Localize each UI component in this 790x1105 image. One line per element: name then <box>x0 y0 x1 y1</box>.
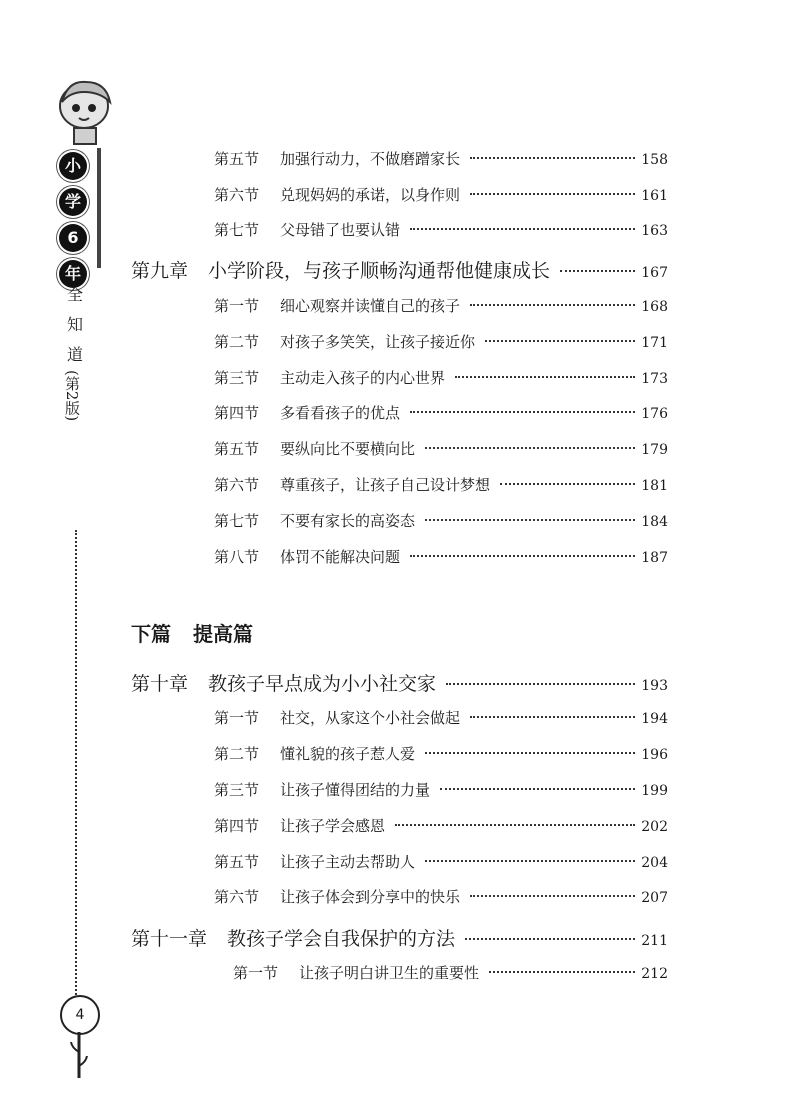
section-page: 199 <box>641 783 668 799</box>
section-title: 兑现妈妈的承诺，以身作则 <box>280 186 461 204</box>
toc-section-row[interactable] <box>214 779 668 800</box>
dot-leader <box>470 193 635 195</box>
toc-section-row[interactable] <box>214 331 668 352</box>
dot-leader <box>489 971 635 973</box>
dot-leader <box>470 895 635 897</box>
part-label: 下篇 <box>131 622 171 646</box>
section-title: 父母错了也要认错 <box>280 221 401 239</box>
toc-section-row[interactable] <box>214 295 668 316</box>
vertical-title <box>62 280 88 421</box>
section-page: 163 <box>641 223 668 239</box>
toc-section-row[interactable] <box>214 815 668 836</box>
dot-leader <box>410 555 635 557</box>
toc-section-row[interactable] <box>214 851 668 872</box>
section-page: 187 <box>641 550 668 566</box>
section-title: 懂礼貌的孩子惹人爱 <box>280 745 416 763</box>
grade-badge: 小 <box>59 152 87 180</box>
section-title: 尊重孩子，让孩子自己设计梦想 <box>280 476 491 494</box>
section-page: 204 <box>641 855 668 871</box>
dot-leader <box>470 716 635 718</box>
toc-chapter-row[interactable] <box>131 924 668 951</box>
grade-badge: 年 <box>59 260 87 288</box>
section-page: 212 <box>641 966 668 982</box>
section-label: 第四节 <box>214 817 260 835</box>
chapter-label: 第九章 <box>131 260 189 282</box>
section-label: 第二节 <box>214 333 260 351</box>
section-page: 173 <box>641 371 668 387</box>
section-title: 让孩子学会感恩 <box>280 817 386 835</box>
toc-section-row[interactable] <box>233 962 668 983</box>
section-page: 196 <box>641 747 668 763</box>
toc-section-row[interactable] <box>214 184 668 205</box>
toc-chapter-row[interactable] <box>131 256 668 283</box>
section-page: 181 <box>641 478 668 494</box>
dot-leader <box>465 938 635 940</box>
section-title: 让孩子懂得团结的力量 <box>280 781 431 799</box>
chapter-label: 第十章 <box>131 673 189 695</box>
section-label: 第三节 <box>214 781 260 799</box>
dot-leader <box>446 683 635 685</box>
part-heading <box>131 618 253 647</box>
section-label: 第八节 <box>214 548 260 566</box>
dot-leader <box>395 824 635 826</box>
section-title: 加强行动力，不做磨蹭家长 <box>280 150 461 168</box>
section-label: 第五节 <box>214 440 260 458</box>
chapter-page: 193 <box>641 678 668 694</box>
section-page: 161 <box>641 188 668 204</box>
dot-leader <box>425 752 635 754</box>
dot-leader <box>500 483 635 485</box>
section-label: 第七节 <box>214 512 260 530</box>
section-label: 第二节 <box>214 745 260 763</box>
section-title: 要纵向比不要横向比 <box>280 440 416 458</box>
toc-section-row[interactable] <box>214 474 668 495</box>
section-page: 194 <box>641 711 668 727</box>
chapter-label: 第十一章 <box>131 928 208 950</box>
dot-leader <box>410 411 635 413</box>
page-number: 4 <box>60 995 100 1035</box>
vine-stem-icon <box>70 1032 88 1082</box>
vertical-title-char: 全 <box>66 285 83 304</box>
vertical-title-edition: (第2版) <box>63 370 81 422</box>
toc-section-row[interactable] <box>214 546 668 567</box>
chapter-page: 211 <box>641 933 668 949</box>
section-label: 第四节 <box>214 404 260 422</box>
dot-leader <box>470 304 635 306</box>
vertical-title-char: 道 <box>66 345 83 364</box>
toc-section-row[interactable] <box>214 148 668 169</box>
section-title: 多看看孩子的优点 <box>280 404 401 422</box>
dot-leader <box>425 447 635 449</box>
section-label: 第三节 <box>214 369 260 387</box>
toc-chapter-row[interactable] <box>131 669 668 696</box>
toc-section-row[interactable] <box>214 219 668 240</box>
vertical-title-char: 知 <box>66 315 83 334</box>
section-label: 第七节 <box>214 221 260 239</box>
chapter-page: 167 <box>641 265 668 281</box>
section-label: 第一节 <box>214 709 260 727</box>
section-title: 体罚不能解决问题 <box>280 548 401 566</box>
section-label: 第六节 <box>214 888 260 906</box>
section-label: 第一节 <box>233 964 279 982</box>
grade-badge: 学 <box>59 188 87 216</box>
section-label: 第六节 <box>214 186 260 204</box>
section-page: 179 <box>641 442 668 458</box>
dot-leader <box>440 788 635 790</box>
dot-leader <box>470 157 635 159</box>
chapter-title: 教孩子早点成为小小社交家 <box>208 673 437 695</box>
toc-section-row[interactable] <box>214 402 668 423</box>
toc-section-row[interactable] <box>214 438 668 459</box>
section-title: 社交，从家这个小社会做起 <box>280 709 461 727</box>
section-title: 主动走入孩子的内心世界 <box>280 369 446 387</box>
section-label: 第一节 <box>214 297 260 315</box>
section-page: 176 <box>641 406 668 422</box>
section-title: 让孩子明白讲卫生的重要性 <box>299 964 480 982</box>
dot-leader <box>455 376 635 378</box>
dot-leader <box>560 270 635 272</box>
dot-leader <box>425 860 635 862</box>
grade-badges <box>59 152 91 296</box>
section-label: 第六节 <box>214 476 260 494</box>
vertical-dotted-line <box>75 530 77 1030</box>
toc-section-row[interactable] <box>214 886 668 907</box>
section-page: 184 <box>641 514 668 530</box>
section-label: 第五节 <box>214 853 260 871</box>
section-title: 让孩子主动去帮助人 <box>280 853 416 871</box>
book-spine <box>50 70 120 1070</box>
section-page: 171 <box>641 335 668 351</box>
toc-section-row[interactable] <box>214 707 668 728</box>
spine-bar <box>97 148 101 268</box>
chapter-title: 教孩子学会自我保护的方法 <box>227 928 456 950</box>
toc-section-row[interactable] <box>214 743 668 764</box>
grade-badge: 6 <box>59 224 87 252</box>
toc-section-row[interactable] <box>214 367 668 388</box>
section-page: 207 <box>641 890 668 906</box>
section-page: 202 <box>641 819 668 835</box>
section-title: 细心观察并读懂自己的孩子 <box>280 297 461 315</box>
section-label: 第五节 <box>214 150 260 168</box>
dot-leader <box>425 519 635 521</box>
section-page: 158 <box>641 152 668 168</box>
dot-leader <box>485 340 635 342</box>
dot-leader <box>410 228 635 230</box>
toc-section-row[interactable] <box>214 510 668 531</box>
chapter-title: 小学阶段，与孩子顺畅沟通帮他健康成长 <box>208 260 551 282</box>
girl-mascot-icon <box>54 76 116 146</box>
section-title: 不要有家长的高姿态 <box>280 512 416 530</box>
section-title: 让孩子体会到分享中的快乐 <box>280 888 461 906</box>
section-page: 168 <box>641 299 668 315</box>
part-title: 提高篇 <box>193 622 253 646</box>
section-title: 对孩子多笑笑，让孩子接近你 <box>280 333 476 351</box>
